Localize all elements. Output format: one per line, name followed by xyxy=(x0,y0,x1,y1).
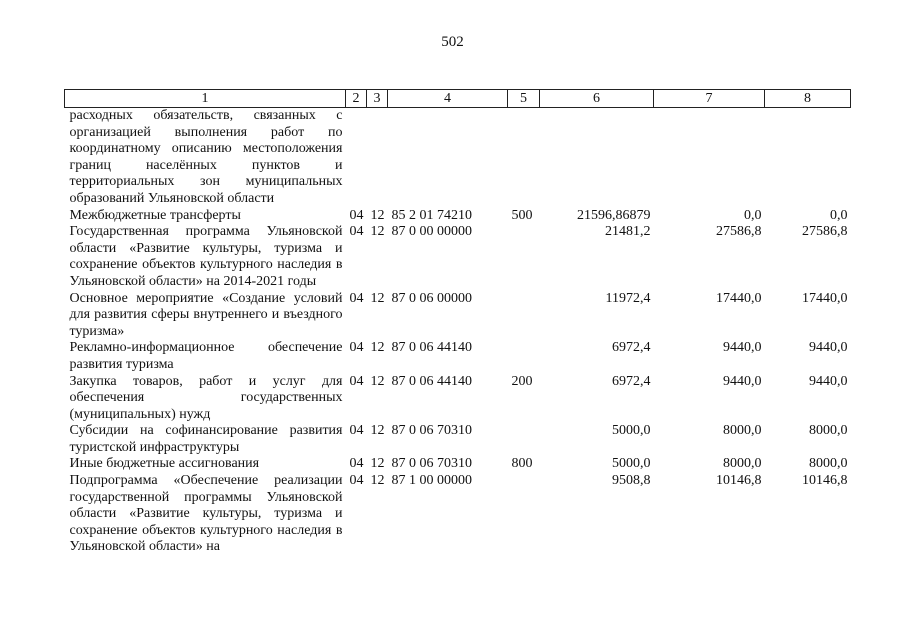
section-code: 04 xyxy=(349,224,364,240)
row-name: Межбюджетные трансферты xyxy=(69,207,241,223)
expense-type-code xyxy=(508,340,540,373)
amount-col-7: 8000,0 xyxy=(723,423,762,439)
table-row xyxy=(65,208,851,225)
target-article-code: 87 0 06 70310 xyxy=(391,423,472,439)
table-row xyxy=(65,224,851,290)
header-cell-4: 4 xyxy=(388,90,508,108)
row-name: Подпрограмма «Обеспечение реализации государственной программы Ульяновской области «Развитие культуры, туризма и сохранение объектов культурного наследия в Ульяновской области» на xyxy=(69,473,343,555)
target-article-code: 87 0 06 44140 xyxy=(391,373,472,389)
amount-col-6: 5000,0 xyxy=(612,456,651,472)
expense-type-code xyxy=(508,473,540,556)
amount-col-6: 6972,4 xyxy=(612,340,651,356)
header-row xyxy=(65,90,851,108)
amount-col-6: 5000,0 xyxy=(612,423,651,439)
row-name: Иные бюджетные ассигнования xyxy=(69,456,260,472)
amount-col-8: 17440,0 xyxy=(802,290,848,306)
expense-type-code xyxy=(508,224,540,290)
target-article-code xyxy=(388,108,508,208)
amount-col-6: 6972,4 xyxy=(612,373,651,389)
amount-col-7: 9440,0 xyxy=(723,373,762,389)
table-row xyxy=(65,291,851,341)
row-name: Государственная программа Ульяновской области «Развитие культуры, туризма и сохранение объектов культурного наследия в Ульяновской области» на 2014-2021 годы xyxy=(69,224,343,289)
amount-col-6: 11972,4 xyxy=(605,290,651,306)
header-cell-3: 3 xyxy=(367,90,388,108)
subsection-code: 12 xyxy=(370,473,385,489)
target-article-code: 87 0 06 44140 xyxy=(391,340,472,356)
subsection-code xyxy=(367,108,388,208)
section-code: 04 xyxy=(349,456,364,472)
amount-col-8: 27586,8 xyxy=(802,224,848,240)
section-code: 04 xyxy=(349,340,364,356)
amount-col-7: 17440,0 xyxy=(716,290,762,306)
expense-type-code: 500 xyxy=(511,207,533,223)
header-cell-2: 2 xyxy=(346,90,367,108)
amount-col-6: 21481,2 xyxy=(605,224,651,240)
amount-col-7: 27586,8 xyxy=(716,224,762,240)
amount-col-8 xyxy=(765,108,851,208)
amount-col-8: 9440,0 xyxy=(809,373,848,389)
header-cell-7: 7 xyxy=(654,90,765,108)
section-code: 04 xyxy=(349,423,364,439)
row-name: Рекламно-информационное обеспечение развития туризма xyxy=(69,340,343,372)
budget-table xyxy=(64,89,851,556)
expense-type-code: 200 xyxy=(511,373,533,389)
amount-col-8: 9440,0 xyxy=(809,340,848,356)
amount-col-8: 0,0 xyxy=(830,207,848,223)
expense-type-code xyxy=(508,423,540,456)
amount-col-7: 10146,8 xyxy=(716,473,762,489)
header-cell-6: 6 xyxy=(540,90,654,108)
table-row xyxy=(65,340,851,373)
subsection-code: 12 xyxy=(370,456,385,472)
amount-col-8: 8000,0 xyxy=(809,423,848,439)
subsection-code: 12 xyxy=(370,290,385,306)
row-name: Субсидии на софинансирование развития туристской инфраструктуры xyxy=(69,423,343,455)
target-article-code: 87 0 00 00000 xyxy=(391,224,472,240)
header-cell-8: 8 xyxy=(765,90,851,108)
amount-col-7: 9440,0 xyxy=(723,340,762,356)
subsection-code: 12 xyxy=(370,340,385,356)
row-name: Основное мероприятие «Создание условий для развития сферы внутреннего и въездного туризма» xyxy=(69,290,343,339)
table-row xyxy=(65,108,851,208)
subsection-code: 12 xyxy=(370,224,385,240)
row-name: расходных обязательств, связанных с организацией выполнения работ по координатному описанию местоположения границ населённых пунктов и территориальных зон муниципальных образований Ульяновской области xyxy=(69,108,343,206)
section-code xyxy=(346,108,367,208)
page-number: 502 xyxy=(441,34,464,50)
expense-type-code xyxy=(508,291,540,341)
amount-col-7: 8000,0 xyxy=(723,456,762,472)
amount-col-8: 8000,0 xyxy=(809,456,848,472)
subsection-code: 12 xyxy=(370,207,385,223)
amount-col-6: 9508,8 xyxy=(612,473,651,489)
table-row xyxy=(65,374,851,424)
amount-col-8: 10146,8 xyxy=(802,473,848,489)
section-code: 04 xyxy=(349,473,364,489)
target-article-code: 87 0 06 70310 xyxy=(391,456,472,472)
table-row xyxy=(65,423,851,456)
section-code: 04 xyxy=(349,207,364,223)
section-code: 04 xyxy=(349,373,364,389)
subsection-code: 12 xyxy=(370,373,385,389)
subsection-code: 12 xyxy=(370,423,385,439)
target-article-code: 85 2 01 74210 xyxy=(391,207,472,223)
amount-col-6 xyxy=(540,108,654,208)
amount-col-7 xyxy=(654,108,765,208)
target-article-code: 87 1 00 00000 xyxy=(391,473,472,489)
header-cell-1: 1 xyxy=(65,90,346,108)
section-code: 04 xyxy=(349,290,364,306)
table-row xyxy=(65,456,851,473)
target-article-code: 87 0 06 00000 xyxy=(391,290,472,306)
amount-col-6: 21596,86879 xyxy=(577,207,651,223)
expense-type-code: 800 xyxy=(511,456,533,472)
table-row xyxy=(65,473,851,556)
expense-type-code xyxy=(508,108,540,208)
header-cell-5: 5 xyxy=(508,90,540,108)
row-name: Закупка товаров, работ и услуг для обеспечения государственных (муниципальных) нужд xyxy=(69,373,343,422)
amount-col-7: 0,0 xyxy=(744,207,762,223)
